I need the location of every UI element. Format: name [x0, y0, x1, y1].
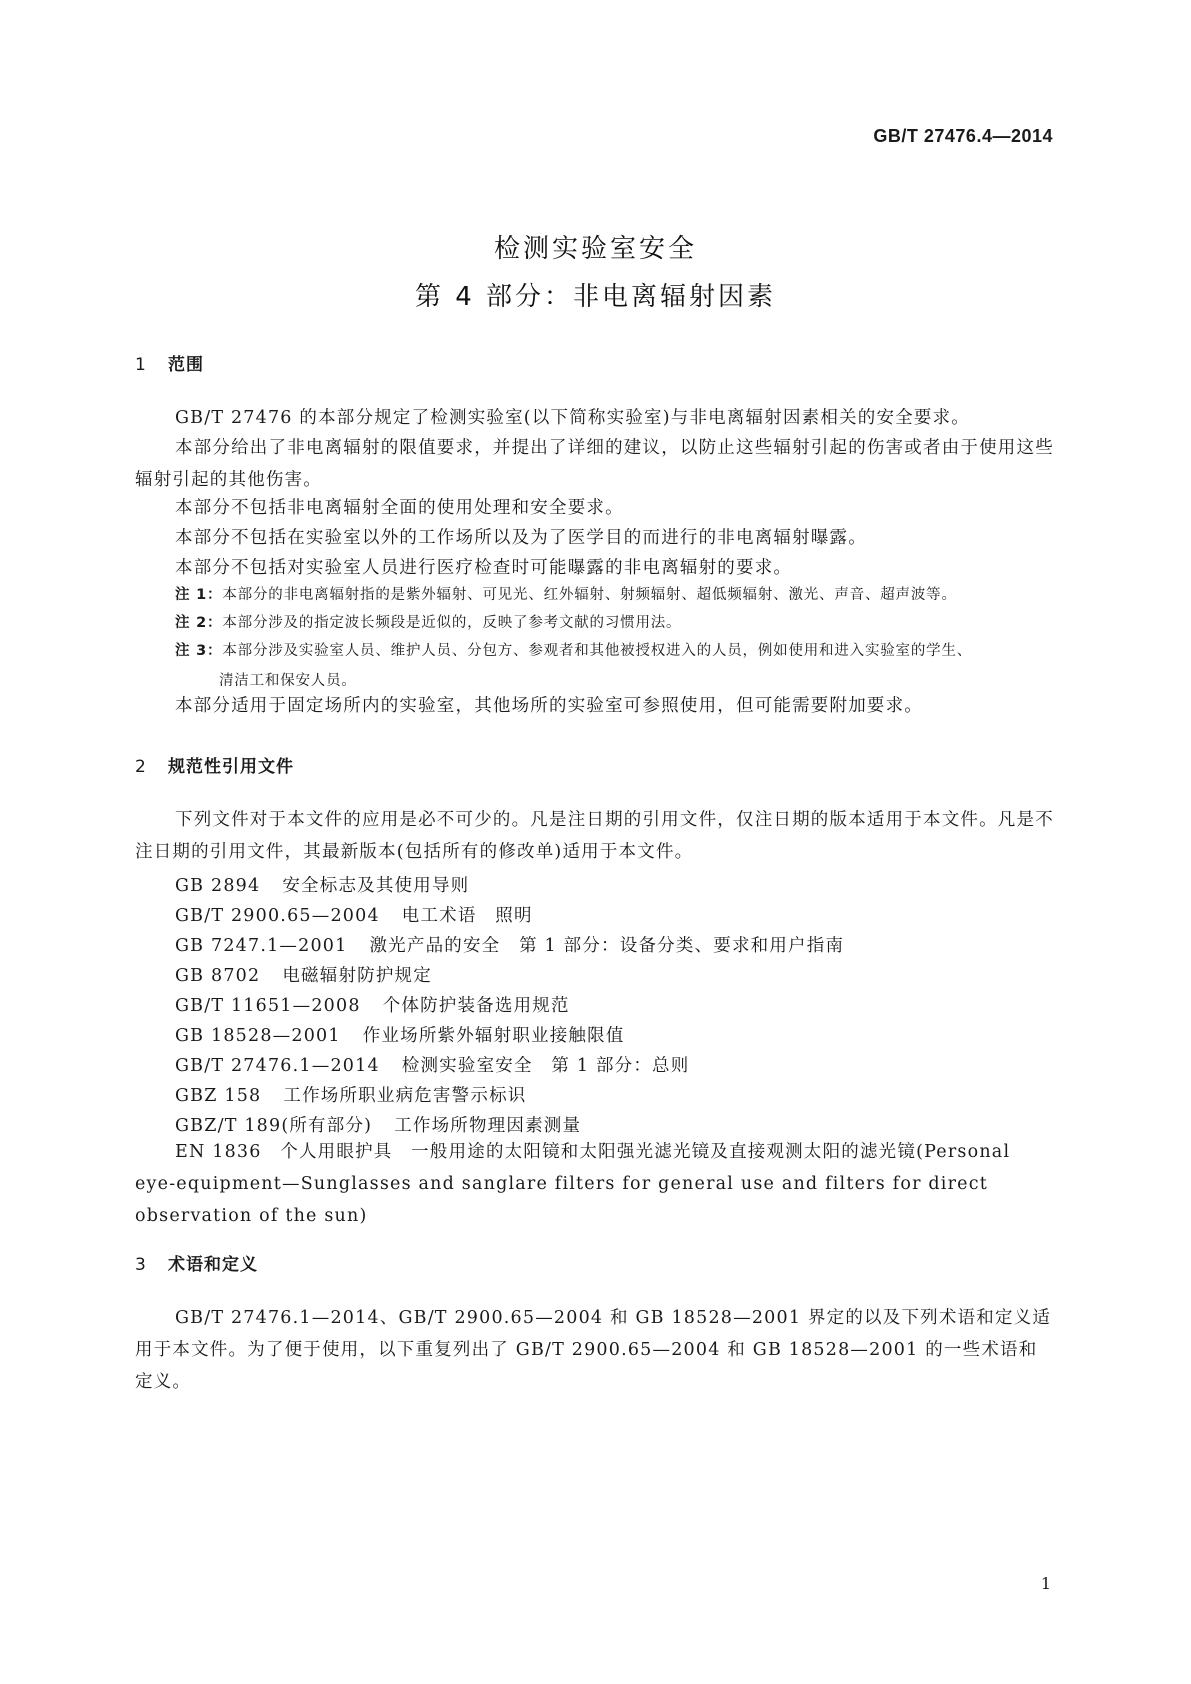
reference-title: 激光产品的安全 第 1 部分：设备分类、要求和用户指南	[369, 936, 845, 956]
paragraph: 本部分不包括对实验室人员进行医疗检查时可能曝露的非电离辐射的要求。	[175, 558, 793, 578]
standard-code: GB/T 27476.4—2014	[873, 126, 1053, 146]
reference-item	[175, 962, 432, 987]
reference-code: GB/T 2900.65—2004	[175, 906, 380, 926]
reference-title: 工作场所物理因素测量	[394, 1116, 582, 1136]
paragraph: GB/T 27476 的本部分规定了检测实验室(以下简称实验室)与非电离辐射因素相关的安全要求。	[175, 408, 970, 428]
reference-title: 电磁辐射防护规定	[282, 966, 432, 986]
section-number: 1	[135, 355, 147, 375]
reference-item	[175, 872, 469, 897]
paragraph: 本部分不包括在实验室以外的工作场所以及为了医学目的而进行的非电离辐射曝露。	[175, 528, 867, 548]
reference-code: GB 8702	[175, 966, 261, 986]
reference-item	[175, 1022, 625, 1047]
reference-title: 电工术语 照明	[401, 906, 533, 926]
note-label: 注 1：	[175, 587, 223, 603]
document-title: 检测实验室安全	[493, 234, 697, 264]
note-text: 本部分涉及实验室人员、维护人员、分包方、参观者和其他被授权进入的人员，例如使用和进入实验室的学生、	[222, 643, 973, 659]
note-1	[175, 580, 1055, 610]
note-label: 注 3：	[175, 643, 223, 659]
reference-code: GB 7247.1—2001	[175, 936, 348, 956]
section-number: 2	[135, 757, 147, 777]
reference-item	[175, 1082, 526, 1107]
paragraph: GB/T 27476.1—2014、GB/T 2900.65—2004 和 GB 18528—2001 界定的以及下列术语和定义适用于本文件。为了便于使用，以下重复列出了 GB/T 2900.65—2004 和 GB 18528—2001 的一些术语和定义。	[135, 1308, 1052, 1392]
reference-title: 工作场所职业病危害警示标识	[283, 1086, 527, 1106]
reference-code: GB 18528—2001	[175, 1026, 341, 1046]
reference-title: 检测实验室安全 第 1 部分：总则	[401, 1056, 690, 1076]
section-2-heading	[135, 752, 294, 777]
reference-item	[175, 992, 570, 1017]
paragraph: 本部分不包括非电离辐射全面的使用处理和安全要求。	[175, 498, 624, 518]
note-text: 本部分的非电离辐射指的是紫外辐射、可见光、红外辐射、射频辐射、超低频辐射、激光、声音、超声波等。	[222, 587, 957, 603]
section-title: 规范性引用文件	[168, 757, 294, 777]
reference-title: 个体防护装备选用规范	[382, 996, 570, 1016]
reference-item	[175, 1052, 689, 1077]
reference-code: GB 2894	[175, 876, 261, 896]
page-number: 1	[1040, 1574, 1051, 1593]
section-number: 3	[135, 1255, 147, 1275]
reference-code: GB/T 11651—2008	[175, 996, 361, 1016]
reference-item	[175, 1112, 581, 1137]
reference-title: 安全标志及其使用导则	[282, 876, 470, 896]
reference-title: 作业场所紫外辐射职业接触限值	[362, 1026, 625, 1046]
note-3	[175, 636, 1055, 696]
note-2	[175, 608, 1055, 638]
section-title: 范围	[168, 355, 204, 375]
document-subtitle: 第 4 部分：非电离辐射因素	[414, 282, 777, 312]
reference-code: GBZ/T 189(所有部分)	[175, 1116, 373, 1136]
note-label: 注 2：	[175, 615, 223, 631]
reference-code: GBZ 158	[175, 1086, 262, 1106]
section-3-heading	[135, 1250, 258, 1275]
reference-code: GB/T 27476.1—2014	[175, 1056, 380, 1076]
reference-item-en1836: EN 1836 个人用眼护具 一般用途的太阳镜和太阳强光滤光镜及直接观测太阳的滤光镜(Personal eye-equipment—Sunglasses and sanglare filters for general use and filters for direct observation of the sun)	[135, 1142, 1011, 1226]
section-1-heading	[135, 350, 204, 375]
note-text: 本部分涉及的指定波长频段是近似的，反映了参考文献的习惯用法。	[222, 615, 682, 631]
paragraph: 本部分适用于固定场所内的实验室，其他场所的实验室可参照使用，但可能需要附加要求。	[175, 696, 923, 716]
paragraph: 下列文件对于本文件的应用是必不可少的。凡是注日期的引用文件，仅注日期的版本适用于本文件。凡是不注日期的引用文件，其最新版本(包括所有的修改单)适用于本文件。	[135, 810, 1054, 862]
reference-item	[175, 902, 533, 927]
paragraph: 本部分给出了非电离辐射的限值要求，并提出了详细的建议，以防止这些辐射引起的伤害或者由于使用这些辐射引起的其他伤害。	[135, 438, 1054, 490]
reference-item	[175, 932, 844, 957]
note-text-continued: 清洁工和保安人员。	[219, 673, 357, 689]
section-title: 术语和定义	[168, 1255, 258, 1275]
